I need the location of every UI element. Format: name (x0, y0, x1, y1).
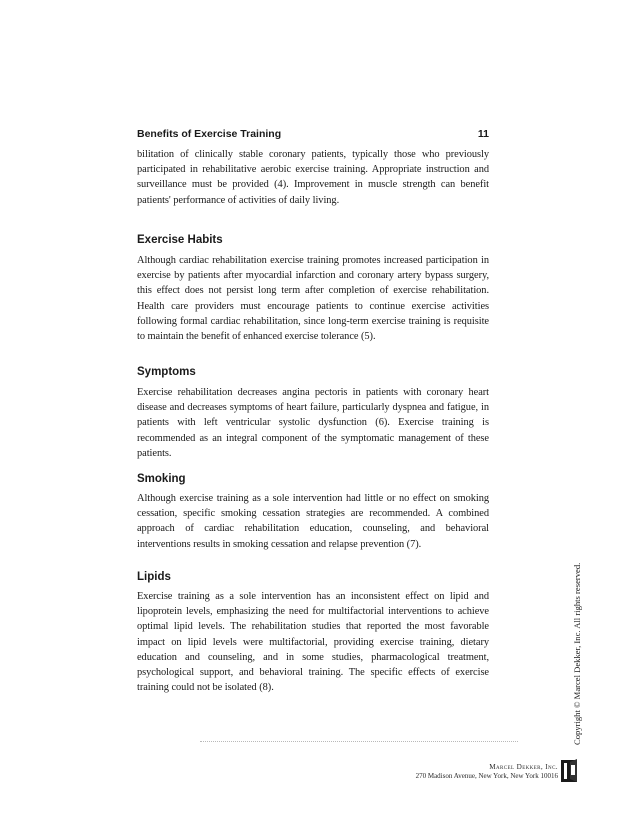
running-head-title: Benefits of Exercise Training (137, 128, 282, 140)
section-text-exercise-habits: Although cardiac rehabilitation exercise training promotes increased participation in exercise by patients after myocardial infarction and coronary artery bypass surgery, this effect does not persist long term after completion of exercise rehabilitation. Health care providers must encourage patients to continue exercise activities following formal cardiac rehabilitation, since long-term exercise training is requisite to maintain the benefit of enhanced exercise tolerance (5). (137, 255, 489, 343)
section-text-smoking: Although exercise training as a sole intervention had little or no effect on smoking cessation, specific smoking cessation strategies are recommended. A combined approach of cardiac rehabilitation education, counseling, and behavioral interventions results in smoking cessation and relapse prevention (7). (137, 493, 489, 550)
publisher-imprint (416, 763, 558, 780)
intro-paragraph: bilitation of clinically stable coronary patients, typically those who previously participated in rehabilitative aerobic exercise training. Appropriate instruction and surveillance must be provided (4). Improvement in muscle strength can benefit patients' performance of activities of daily living. (137, 149, 489, 206)
publisher-name: Marcel Dekker, Inc. (489, 763, 558, 771)
section-heading-smoking: Smoking (137, 473, 186, 485)
publisher-address: 270 Madison Avenue, New York, New York 10016 (415, 772, 558, 780)
footer-rule (200, 741, 518, 742)
section-heading-exercise-habits: Exercise Habits (137, 234, 223, 246)
section-text-symptoms: Exercise rehabilitation decreases angina pectoris in patients with coronary heart disease and decreases symptoms of heart failure, particularly dyspnea and fatigue, in patients with left ventricular systolic dysfunction (6). Exercise training is recommended as an integral component of the symptomatic management of these patients. (137, 387, 489, 459)
copyright-notice: Copyright © Marcel Dekker, Inc. All rights reserved. (572, 562, 582, 745)
page-number: 11 (477, 128, 489, 140)
publisher-logo-icon (560, 758, 580, 784)
section-heading-symptoms: Symptoms (137, 366, 196, 378)
section-heading-lipids: Lipids (137, 571, 171, 583)
section-text-lipids: Exercise training as a sole intervention has an inconsistent effect on lipid and lipoprotein levels, emphasizing the need for multifactorial interventions to achieve optimal lipid levels. The rehabilitation studies that reported the most favorable impact on lipid levels were multifactorial, providing exercise training, dietary education and counseling, and in some studies, pharmacological treatment, psychological support, and behavioral training. The specific effects of exercise training could not be isolated (8). (137, 591, 489, 694)
